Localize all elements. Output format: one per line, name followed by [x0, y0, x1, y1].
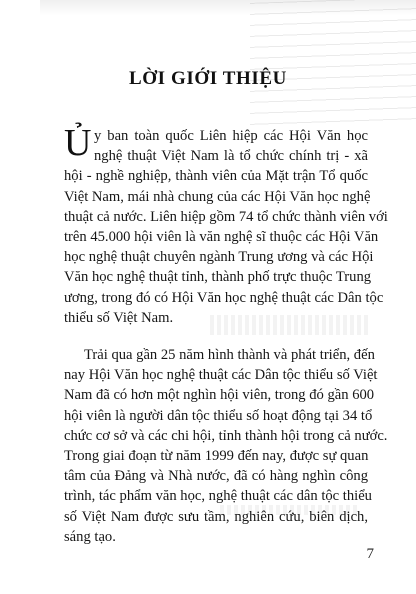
- paragraph-2: [64, 345, 388, 547]
- paragraph-line: y ban toàn quốc Liên hiệp các Hội Văn học: [94, 128, 368, 144]
- paragraph-line: Trong giai đoạn từ năm 1999 đến nay, được sự quan: [64, 448, 369, 465]
- paragraph-line: Trải qua gần 25 năm hình thành và phát triển, đến: [84, 347, 375, 363]
- paragraph-line: học nghệ thuật chuyên ngành Trung ương và các Hội: [64, 249, 374, 266]
- paragraph-line: sáng tạo.: [64, 528, 116, 545]
- paragraph-line: hội viên là người dân tộc thiểu số hoạt động tại 34 tổ: [64, 407, 373, 424]
- page-title: LỜI GIỚI THIỆU: [129, 68, 287, 89]
- paragraph-line: trên 45.000 hội viên là văn nghệ sĩ thuộc các Hội Văn: [64, 229, 379, 246]
- paragraph-line: Việt Nam, mái nhà chung của các Hội Văn học nghệ: [64, 188, 371, 205]
- page-number: 7: [366, 546, 374, 562]
- paragraph-1: [64, 122, 388, 328]
- paragraph-line: Văn học nghệ thuật tỉnh, thành phố trực thuộc Trung: [64, 269, 372, 286]
- paragraph-line: nghệ thuật Việt Nam là tổ chức chính trị - xã: [94, 148, 368, 165]
- paragraph-line: thiểu số Việt Nam.: [64, 309, 174, 326]
- paragraph-line: hội - nghề nghiệp, thành viên của Mặt trận Tổ quốc: [64, 168, 368, 185]
- paragraph-line: số Việt Nam được sưu tầm, nghiên cứu, biên dịch,: [64, 508, 368, 525]
- drop-cap: Ủ: [64, 122, 92, 164]
- paragraph-line: tâm của Đảng và Nhà nước, đã có hàng nghìn công: [64, 468, 368, 485]
- paragraph-line: ương, trong đó có Hội Văn học nghệ thuật các Dân tộc: [64, 289, 384, 306]
- paragraph-line: Nam đã có hơn một nghìn hội viên, trong đó gần 600: [64, 387, 375, 404]
- paragraph-line: chức cơ sở và các chi hội, tỉnh thành hội trong cả nước.: [64, 427, 388, 444]
- paragraph-line: thuật cả nước. Liên hiệp gồm 74 tổ chức thành viên với: [64, 208, 388, 225]
- paragraph-line: nay Hội Văn học nghệ thuật các Dân tộc thiểu số Việt: [64, 367, 378, 384]
- page-bleed-through: [250, 0, 416, 133]
- paragraph-line: trình, tác phẩm văn học, nghệ thuật các dân tộc thiểu: [64, 488, 372, 505]
